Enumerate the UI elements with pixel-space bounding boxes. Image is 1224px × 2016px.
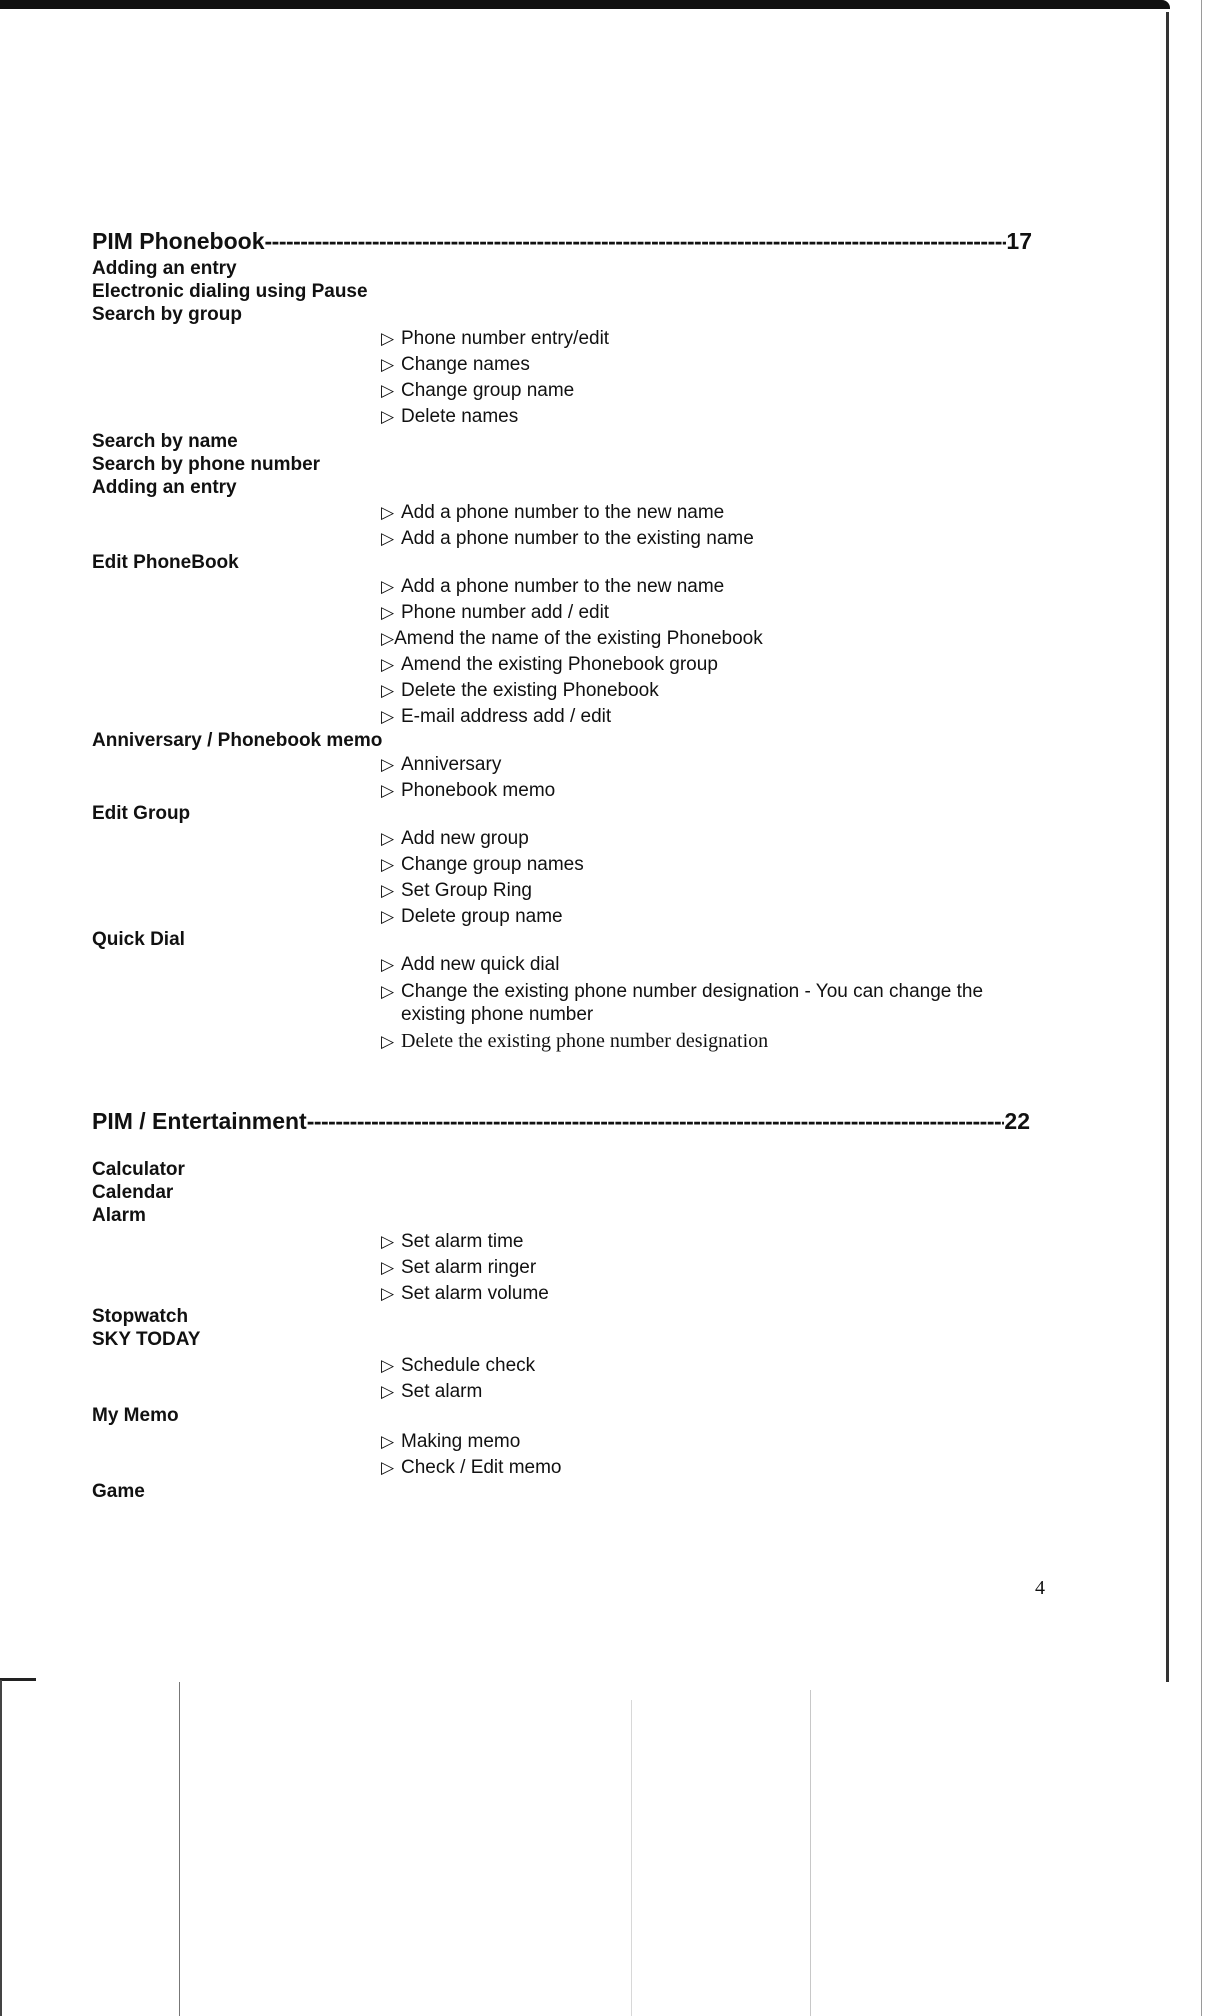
toc-subitem: ▷ Set alarm time	[381, 1231, 524, 1252]
triangle-bullet-icon: ▷	[381, 1284, 395, 1303]
triangle-bullet-icon: ▷	[381, 577, 395, 596]
triangle-bullet-icon: ▷	[381, 407, 395, 426]
triangle-bullet-icon: ▷	[381, 1382, 395, 1401]
toc-subitem: ▷ Check / Edit memo	[381, 1457, 562, 1478]
toc-subitem: ▷ E-mail address add / edit	[381, 706, 612, 727]
toc-subitem: ▷ Phone number add / edit	[381, 602, 610, 623]
toc-subitem: ▷ Set alarm ringer	[381, 1257, 537, 1278]
section-page-number: 17	[1006, 228, 1032, 254]
toc-subitem: ▷ Add new group	[381, 828, 529, 849]
triangle-bullet-icon: ▷	[381, 707, 395, 726]
triangle-bullet-icon: ▷	[381, 655, 395, 674]
toc-heading: Stopwatch	[92, 1306, 189, 1327]
toc-subitem: ▷ Delete names	[381, 406, 519, 427]
triangle-bullet-icon: ▷	[381, 603, 395, 622]
toc-subitem: ▷ Change group name	[381, 380, 575, 401]
toc-subitem: ▷ Amend the existing Phonebook group	[381, 654, 718, 675]
toc-subitem: ▷ Change the existing phone number designation - You can change the existing phone number	[381, 980, 1056, 1026]
toc-heading: SKY TODAY	[92, 1329, 201, 1350]
triangle-bullet-icon: ▷	[381, 355, 395, 374]
toc-heading: Electronic dialing using Pause	[92, 281, 368, 302]
triangle-bullet-icon: ▷	[381, 329, 395, 348]
triangle-bullet-icon: ▷	[381, 1258, 395, 1277]
toc-heading: Search by name	[92, 431, 238, 452]
toc-heading: My Memo	[92, 1405, 179, 1426]
triangle-bullet-icon: ▷	[381, 955, 395, 974]
section-page-number: 22	[1004, 1108, 1030, 1134]
toc-heading: Search by phone number	[92, 454, 321, 475]
toc-subitem: ▷ Anniversary	[381, 754, 502, 775]
toc-subitem: ▷ Set Group Ring	[381, 880, 532, 901]
toc-heading: Edit PhoneBook	[92, 552, 239, 573]
toc-subitem: ▷ Change names	[381, 354, 530, 375]
triangle-bullet-icon: ▷	[381, 1232, 395, 1251]
toc-subitem: ▷ Schedule check	[381, 1355, 536, 1376]
toc-heading: Edit Group	[92, 803, 191, 824]
toc-heading: Quick Dial	[92, 929, 185, 950]
toc-subitem: ▷ Phonebook memo	[381, 780, 556, 801]
toc-heading: Search by group	[92, 304, 242, 325]
scan-corner-mark	[0, 1678, 36, 1681]
section-title-pim-entertainment	[92, 1108, 1030, 1136]
triangle-bullet-icon: ▷	[381, 529, 395, 548]
toc-heading: Alarm	[92, 1205, 146, 1226]
toc-subitem: ▷ Add a phone number to the existing name	[381, 528, 754, 549]
toc-subitem: ▷ Delete the existing Phonebook	[381, 680, 659, 701]
dot-leader	[307, 1108, 1005, 1135]
triangle-bullet-icon: ▷	[381, 1458, 395, 1477]
triangle-bullet-icon: ▷	[381, 781, 395, 800]
section-title-pim-phonebook	[92, 228, 1032, 256]
triangle-bullet-icon: ▷	[381, 907, 395, 926]
toc-subitem: ▷ Add a phone number to the new name	[381, 502, 725, 523]
section-title-text: PIM / Entertainment	[92, 1108, 307, 1134]
toc-subitem: ▷ Phone number entry/edit	[381, 328, 610, 349]
scan-margin-line	[1201, 0, 1202, 2016]
toc-heading: Calculator	[92, 1159, 185, 1180]
scan-fold-line	[631, 1700, 632, 2016]
page-number: 4	[1035, 1577, 1045, 1599]
toc-subitem: ▷ Set alarm	[381, 1381, 483, 1402]
scan-fold-line	[179, 1682, 180, 2016]
scan-left-edge	[0, 1680, 2, 2016]
toc-heading: Adding an entry	[92, 477, 237, 498]
scan-right-edge	[1166, 12, 1169, 1682]
toc-subitem: ▷ Add a phone number to the new name	[381, 576, 725, 597]
toc-subitem-continuation: existing phone number	[401, 1004, 594, 1025]
toc-heading: Adding an entry	[92, 258, 237, 279]
triangle-bullet-icon: ▷	[381, 829, 395, 848]
toc-subitem: ▷ Delete group name	[381, 906, 563, 927]
toc-heading: Game	[92, 1481, 145, 1502]
triangle-bullet-icon: ▷	[381, 982, 395, 1001]
toc-subitem: ▷ Delete the existing phone number designation	[381, 1030, 769, 1052]
triangle-bullet-icon: ▷	[381, 381, 395, 400]
triangle-bullet-icon: ▷	[381, 629, 395, 648]
triangle-bullet-icon: ▷	[381, 681, 395, 700]
toc-heading: Anniversary / Phonebook memo	[92, 730, 383, 751]
scan-fold-line	[810, 1690, 811, 2016]
toc-subitem: ▷ Making memo	[381, 1431, 521, 1452]
triangle-bullet-icon: ▷	[381, 881, 395, 900]
triangle-bullet-icon: ▷	[381, 1032, 395, 1051]
section-title-text: PIM Phonebook	[92, 228, 265, 254]
triangle-bullet-icon: ▷	[381, 503, 395, 522]
toc-subitem: ▷ Set alarm volume	[381, 1283, 549, 1304]
toc-subitem: ▷ Change group names	[381, 854, 584, 875]
toc-subitem: ▷Amend the name of the existing Phonebook	[381, 628, 763, 649]
triangle-bullet-icon: ▷	[381, 755, 395, 774]
triangle-bullet-icon: ▷	[381, 855, 395, 874]
triangle-bullet-icon: ▷	[381, 1356, 395, 1375]
scan-top-edge	[0, 0, 1170, 9]
dot-leader	[265, 228, 1007, 255]
triangle-bullet-icon: ▷	[381, 1432, 395, 1451]
toc-subitem: ▷ Add new quick dial	[381, 954, 560, 975]
toc-heading: Calendar	[92, 1182, 174, 1203]
